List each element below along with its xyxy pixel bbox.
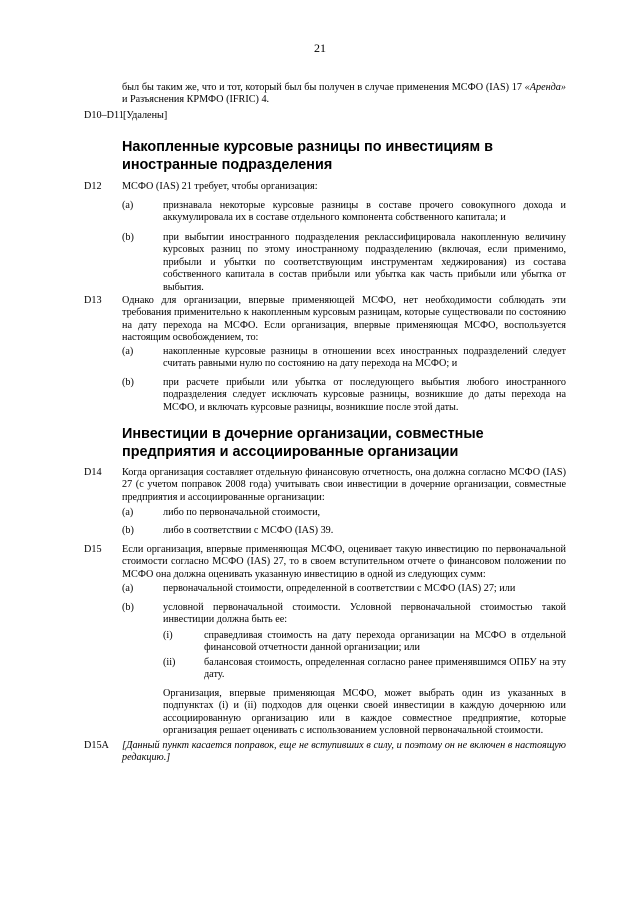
d14-item-a-text: либо по первоначальной стоимости, xyxy=(163,507,321,518)
d15-sub-i-label: (i) xyxy=(163,630,173,641)
heading-investments: Инвестиции в дочерние организации, совместные предприятия и ассоциированные организации xyxy=(122,426,484,460)
d12-item-b-text: при выбытии иностранного подразделения реклассифицировала накопленную величину курсовых разниц по этому иностранному подразделению (включая, если применимо, прибыли и убытки по соответствующим инструментам хеджирования) из состава собственного капитала в состав прибыли или убытка как часть прибыли или убытка от выбытия. xyxy=(163,232,566,293)
d13-item-a-text: накопленные курсовые разницы в отношении всех иностранных подразделений следует считать равными нулю по состоянию на дату перехода на МСФО; и xyxy=(163,346,566,370)
d15-sub-ii-label: (ii) xyxy=(163,657,176,668)
para-d12-label: D12 xyxy=(84,181,102,192)
d15-item-a-text: первоначальной стоимости, определенной в соответствии с МСФО (IAS) 27; или xyxy=(163,583,516,594)
para-d15-label: D15 xyxy=(84,544,102,555)
d13-item-b-label: (b) xyxy=(122,377,134,388)
d12-item-a-label: (a) xyxy=(122,200,134,211)
para-d14-text: Когда организация составляет отдельную финансовую отчетность, она должна согласно МСФО (IAS) 27 (с учетом поправок 2008 года) учитывать свои инвестиции в дочерние организации, совместные предприятия и ассоциированные организации: xyxy=(122,467,566,503)
d14-item-b-text: либо в соответствии с МСФО (IAS) 39. xyxy=(163,525,334,536)
para-d13-text: Однако для организации, впервые применяющей МСФО, нет необходимости соблюдать эти требования применительно к накопленным курсовым разницам, которые существовали по состоянию на дату перехода на МСФО. Если организация, впервые применяющая МСФО, воспользуется настоящим освобождением, то: xyxy=(122,295,566,344)
page-number: 21 xyxy=(314,41,326,55)
intro-text-after: и Разъяснения КРМФО (IFRIC) 4. xyxy=(122,94,270,106)
para-d12-text: МСФО (IAS) 21 требует, чтобы организация: xyxy=(122,181,318,192)
d15-item-b-text: условной первоначальной стоимости. Условной первоначальной стоимостью такой инвестиции должна быть ее: xyxy=(163,602,566,626)
d15-sub-i-text: справедливая стоимость на дату перехода организации на МСФО в отдельной финансовой отчетности данной организации; или xyxy=(204,630,566,654)
d15-sub-ii-text: балансовая стоимость, определенная согласно ранее применявшимся ОПБУ на эту дату. xyxy=(204,657,566,681)
para-d15a-label: D15A xyxy=(84,740,109,751)
d15a-italic-text: [Данный пункт касается поправок, еще не вступивших в силу, и поэтому он не включен в настоящую редакцию.] xyxy=(122,740,566,764)
deleted-label: D10–D11 xyxy=(84,110,124,121)
d13-item-a-label: (a) xyxy=(122,346,134,357)
para-d13-label: D13 xyxy=(84,295,102,306)
intro-text-before: был бы таким же, что и тот, который был бы получен в случае применения МСФО (IAS) 17 xyxy=(122,82,525,93)
d14-item-a-label: (a) xyxy=(122,507,134,518)
intro-italic: «Аренда» xyxy=(524,82,566,93)
para-d15-text: Если организация, впервые применяющая МСФО, оценивает такую инвестицию по первоначальной стоимости согласно МСФО (IAS) 27, то в своем вступительном отчете о финансовом положении по МСФО она должна оценивать указанную инвестицию в одной из следующих сумм: xyxy=(122,544,566,580)
d14-item-b-label: (b) xyxy=(122,525,134,536)
d15-item-b-label: (b) xyxy=(122,602,134,613)
heading-exchange-differences: Накопленные курсовые разницы по инвестициям в иностранные подразделения xyxy=(122,139,494,173)
para-d14-label: D14 xyxy=(84,467,102,478)
d12-item-a-text: признавала некоторые курсовые разницы в составе прочего совокупного дохода и аккумулировала их в составе отдельного компонента собственного капитала; и xyxy=(163,200,566,224)
d15-closing-text: Организация, впервые применяющая МСФО, может выбрать один из указанных в подпунктах (i) и (ii) подходов для оценки своей инвестиции в каждую дочернюю или ассоциированную организацию или в каждое совместное предприятие, которые организация решает оценивать с использованием условной первоначальной стоимости. xyxy=(163,688,566,737)
d12-item-b-label: (b) xyxy=(122,232,134,243)
d13-item-b-text: при расчете прибыли или убытка от последующего выбытия любого иностранного подразделения следует исключать курсовые разницы, возникшие до даты перехода на МСФО, и включать курсовые разницы, возникшие после этой даты. xyxy=(163,377,566,413)
d15-item-a-label: (a) xyxy=(122,583,134,594)
deleted-text: [Удалены] xyxy=(123,110,168,121)
intro-paragraph xyxy=(122,82,566,107)
para-d15a-text xyxy=(122,740,566,765)
